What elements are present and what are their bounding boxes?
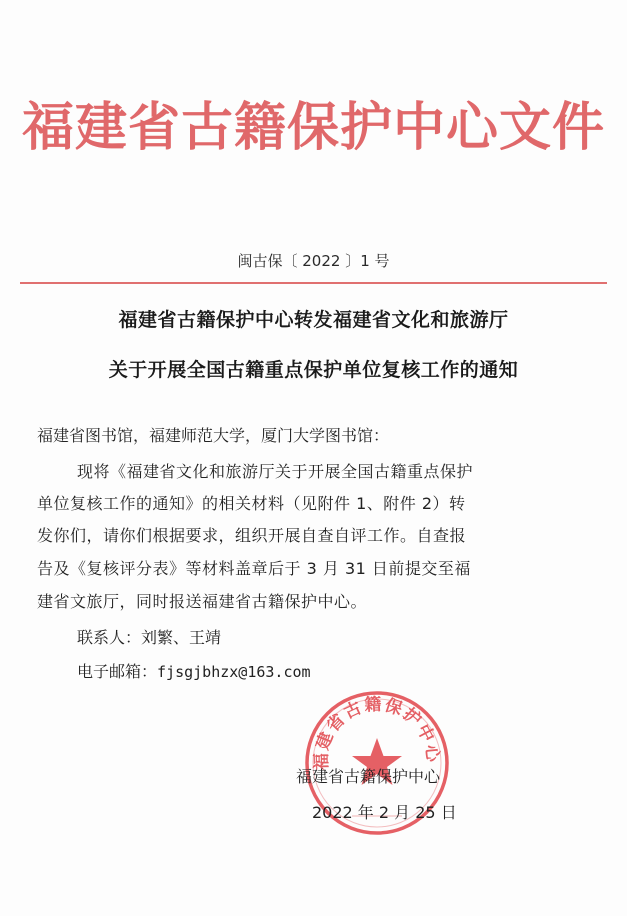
contact-label: 联系人： <box>77 628 142 647</box>
paragraph-line: 单位复核工作的通知》的相关材料（见附件 1、附件 2）转 <box>37 494 466 513</box>
email-label: 电子邮箱： <box>77 662 158 681</box>
contact-line <box>77 630 627 646</box>
notice-title-line-2: 关于开展全国古籍重点保护单位复核工作的通知 <box>108 359 519 381</box>
contact-names: 刘繁、王靖 <box>141 628 222 647</box>
signature-organization: 福建省古籍保护中心 <box>296 767 441 786</box>
paragraph-line: 发你们，请你们根据要求，组织开展自查自评工作。自查报 <box>37 526 467 545</box>
seal-text: 福建省古籍保护中心 <box>311 694 443 771</box>
document-number: 闽古保〔 2022 〕1 号 <box>237 252 390 270</box>
paragraph-line: 建省文旅厅，同时报送福建省古籍保护中心。 <box>37 592 368 611</box>
email-address: fjsgjbhzx@163.com <box>157 663 311 681</box>
email-line <box>77 664 627 680</box>
document-header-title: 福建省古籍保护中心文件 <box>21 97 605 158</box>
paragraph-line: 现将《福建省文化和旅游厅关于开展全国古籍重点保护 <box>77 462 474 481</box>
paragraph-line: 告及《复核评分表》等材料盖章后于 3 月 31 日前提交至福 <box>37 559 471 578</box>
addressee: 福建省图书馆，福建师范大学，厦门大学图书馆： <box>37 426 390 445</box>
red-divider-line <box>20 282 607 284</box>
notice-title-line-1: 福建省古籍保护中心转发福建省文化和旅游厅 <box>118 309 509 331</box>
signature-date: 2022 年 2 月 25 日 <box>312 803 457 822</box>
